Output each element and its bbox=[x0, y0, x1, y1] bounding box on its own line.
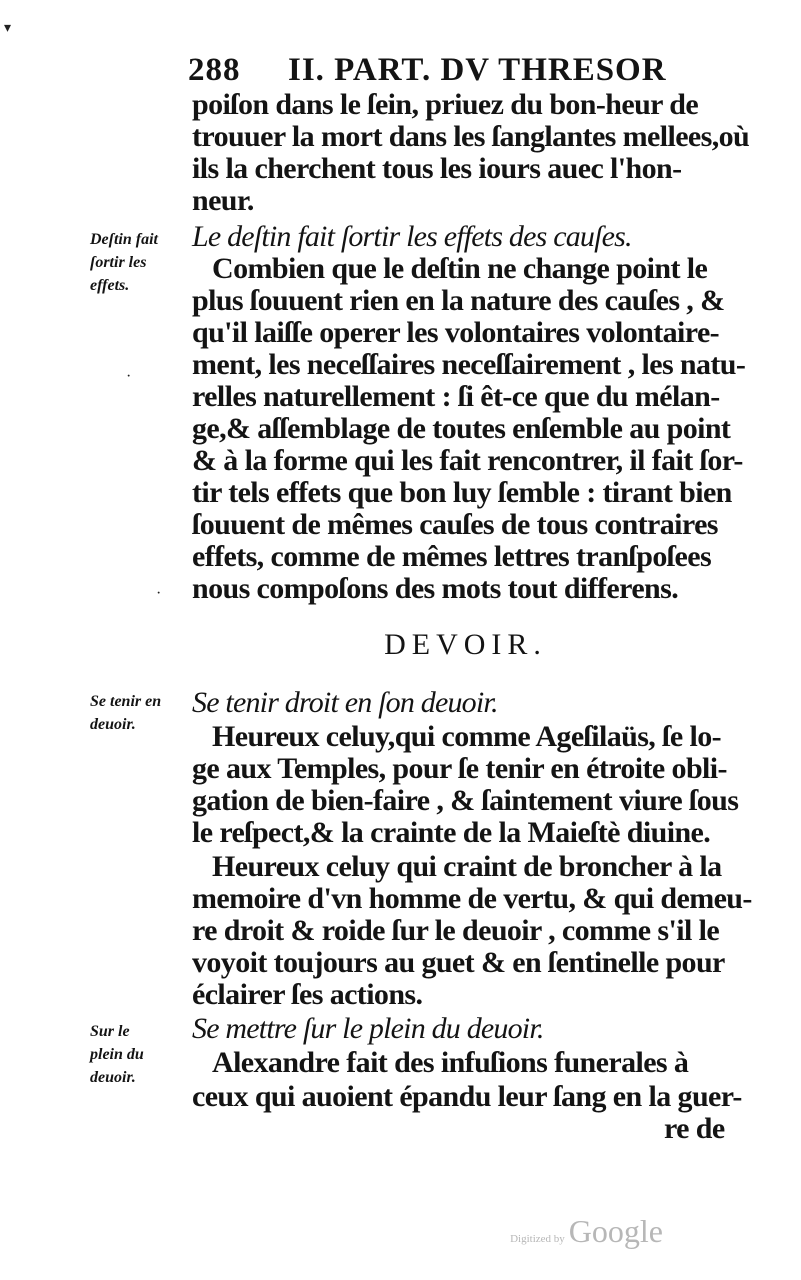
text-line: ſouuent de mêmes cauſes de tous contraires bbox=[192, 508, 718, 541]
running-head bbox=[188, 52, 718, 89]
text-line: nous compoſons des mots tout differens. bbox=[192, 572, 679, 605]
margin-note-line: deuoir. bbox=[90, 716, 136, 733]
text-line: plus ſouuent rien en la nature des cauſes , & bbox=[192, 284, 725, 317]
text-line: qu'il laiſſe operer les volontaires volontaire- bbox=[192, 316, 720, 349]
margin-note-plein bbox=[90, 1020, 190, 1089]
corner-mark: ▾ bbox=[4, 21, 12, 36]
margin-note-line: ſortir les bbox=[90, 254, 147, 271]
margin-note-line: deuoir. bbox=[90, 1069, 136, 1086]
text-line: ceux qui auoient épandu leur ſang en la guer- bbox=[192, 1080, 742, 1113]
text-line: effets, comme de mêmes lettres tranſpoſees bbox=[192, 540, 712, 573]
text-line: Alexandre fait des infuſions funerales à bbox=[212, 1046, 689, 1079]
text-line: relles naturellement : ſi êt-ce que du mélan- bbox=[192, 380, 720, 413]
section-heading: DEVOIR. bbox=[384, 628, 547, 661]
margin-note-line: Se tenir en bbox=[90, 693, 162, 710]
text-line: Heureux celuy qui craint de broncher à la bbox=[212, 850, 722, 883]
page-number: 288 bbox=[188, 52, 241, 88]
text-line: ment, les neceſſaires neceſſairement , les natu- bbox=[192, 348, 746, 381]
margin-note-line: Sur le bbox=[90, 1023, 130, 1040]
catchword: re de bbox=[664, 1112, 725, 1145]
margin-note-destin bbox=[90, 228, 190, 297]
text-line: neur. bbox=[192, 184, 254, 217]
running-title: II. PART. DV THRESOR bbox=[288, 52, 667, 88]
text-line: Heureux celuy,qui comme Ageſilaüs, ſe lo- bbox=[212, 720, 721, 753]
text-line: trouuer la mort dans les ſanglantes mellees,où bbox=[192, 120, 750, 153]
text-line: & à la forme qui les fait rencontrer, il fait ſor- bbox=[192, 444, 743, 477]
watermark-logo: Google bbox=[568, 1213, 663, 1249]
watermark bbox=[510, 1213, 663, 1250]
text-line: ge,& aſſemblage de toutes enſemble au point bbox=[192, 412, 731, 445]
text-line: memoire d'vn homme de vertu, & qui demeu- bbox=[192, 882, 752, 915]
stray-mark: · bbox=[126, 368, 132, 385]
text-line: poiſon dans le ſein, priuez du bon-heur de bbox=[192, 88, 699, 121]
subheading-destin: Le deſtin fait ſortir les effets des cauſes. bbox=[192, 220, 632, 253]
margin-note-line: effets. bbox=[90, 277, 130, 294]
text-line: tir tels effets que bon luy ſemble : tirant bien bbox=[192, 476, 732, 509]
text-line: gation de bien-faire , & ſaintement viure ſous bbox=[192, 784, 739, 817]
text-line: ge aux Temples, pour ſe tenir en étroite obli- bbox=[192, 752, 727, 785]
margin-note-line: Deſtin fait bbox=[90, 231, 158, 248]
margin-note-tenir bbox=[90, 690, 190, 736]
text-line: ils la cherchent tous les iours auec l'hon- bbox=[192, 152, 682, 185]
text-line: Combien que le deſtin ne change point le bbox=[212, 252, 708, 285]
text-line: re droit & roide ſur le deuoir , comme s'il le bbox=[192, 914, 720, 947]
text-line: éclairer ſes actions. bbox=[192, 978, 423, 1011]
stray-mark: · bbox=[156, 585, 162, 602]
watermark-prefix: Digitized by bbox=[510, 1233, 565, 1245]
subheading-plein: Se mettre ſur le plein du deuoir. bbox=[192, 1012, 544, 1045]
margin-note-line: plein du bbox=[90, 1046, 144, 1063]
subheading-tenir: Se tenir droit en ſon deuoir. bbox=[192, 686, 498, 719]
text-line: voyoit toujours au guet & en ſentinelle pour bbox=[192, 946, 725, 979]
text-line: le reſpect,& la crainte de la Maieſtè diuine. bbox=[192, 816, 711, 849]
